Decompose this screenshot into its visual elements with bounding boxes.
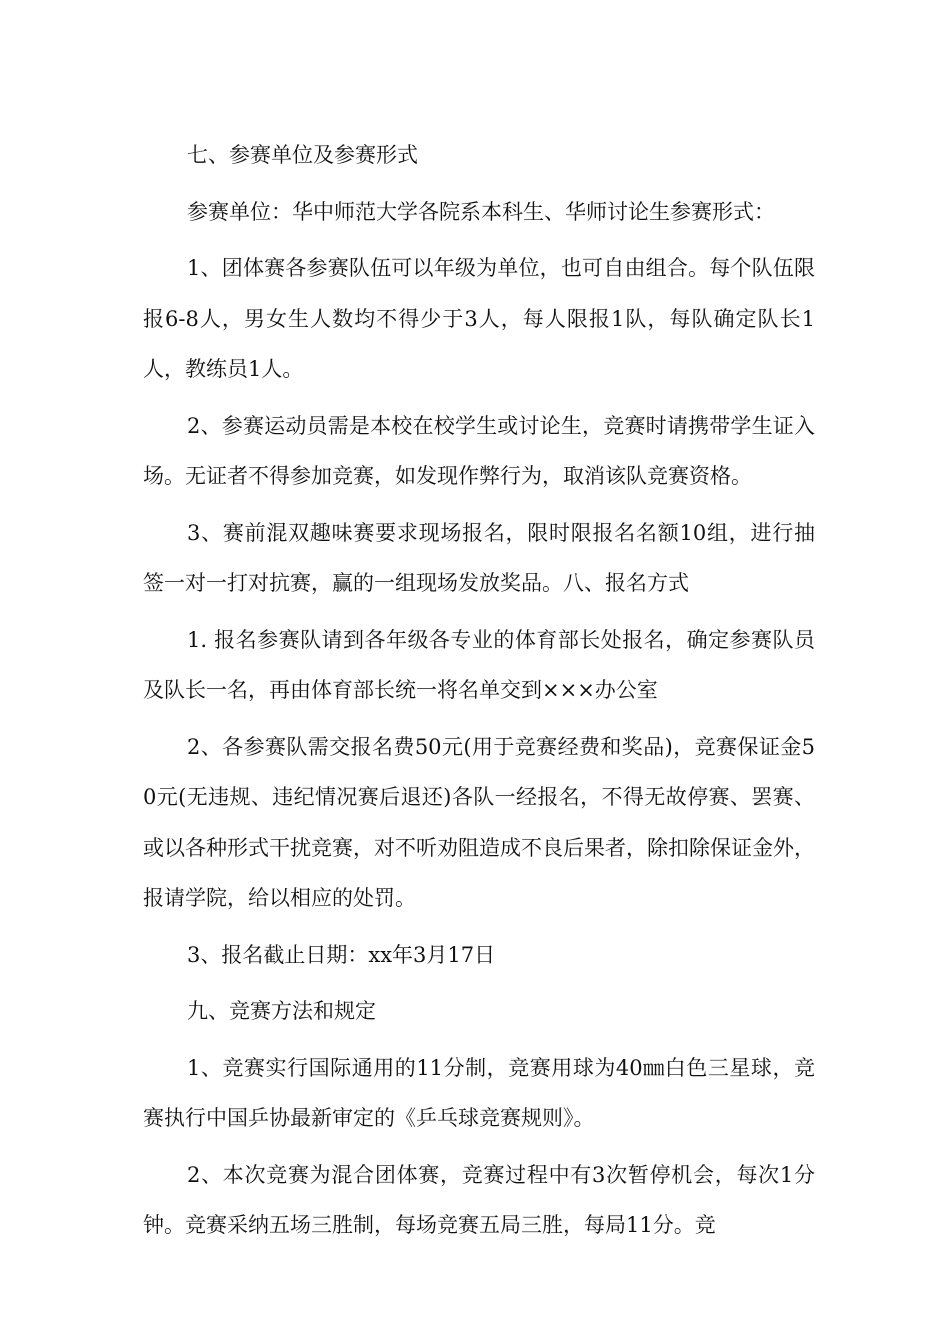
paragraph-competition-format: 2、本次竞赛为混合团体赛，竞赛过程中有3次暂停机会，每次1分钟。竞赛采纳五场三胜制，每场竞赛五局三胜，每局11分。竞 — [143, 1162, 815, 1237]
paragraph-mixed-doubles: 3、赛前混双趣味赛要求现场报名，限时限报名名额10组，进行抽签一对一打对抗赛，赢的一组现场发放奖品。八、报名方式 — [143, 520, 815, 595]
paragraph-scoring-system: 1、竞赛实行国际通用的11分制，竞赛用球为40㎜白色三星球，竞赛执行中国乒协最新审定的《乒乓球竞赛规则》。 — [143, 1055, 815, 1130]
paragraph-team-rules: 1、团体赛各参赛队伍可以年级为单位，也可自由组合。每个队伍限报6-8人，男女生人数均不得少于3人，每人限报1队，每队确定队长1人，教练员1人。 — [143, 256, 815, 381]
paragraph-registration-fee: 2、各参赛队需交报名费50元(用于竞赛经费和奖品)，竞赛保证金50元(无违规、违纪情况赛后退还)各队一经报名，不得无故停赛、罢赛、或以各种形式干扰竞赛，对不听劝阻造成不良后果者，除扣除保证金外，报请学院，给以相应的处罚。 — [143, 734, 815, 910]
paragraph-registration-process: 1. 报名参赛队请到各年级各专业的体育部长处报名，确定参赛队员及队长一名，再由体育部长统一将名单交到×××办公室 — [143, 627, 815, 702]
paragraph-registration-deadline: 3、报名截止日期：xx年3月17日 — [187, 942, 496, 967]
section-heading-participants: 七、参赛单位及参赛形式 — [187, 143, 418, 167]
paragraph-athlete-eligibility: 2、参赛运动员需是本校在校学生或讨论生，竞赛时请携带学生证入场。无证者不得参加竞赛，如发现作弊行为，取消该队竞赛资格。 — [143, 413, 815, 488]
section-heading-competition-rules: 九、竞赛方法和规定 — [187, 999, 376, 1023]
paragraph-participant-units: 参赛单位：华中师范大学各院系本科生、华师讨论生参赛形式： — [187, 199, 775, 224]
document-body — [143, 130, 815, 1257]
